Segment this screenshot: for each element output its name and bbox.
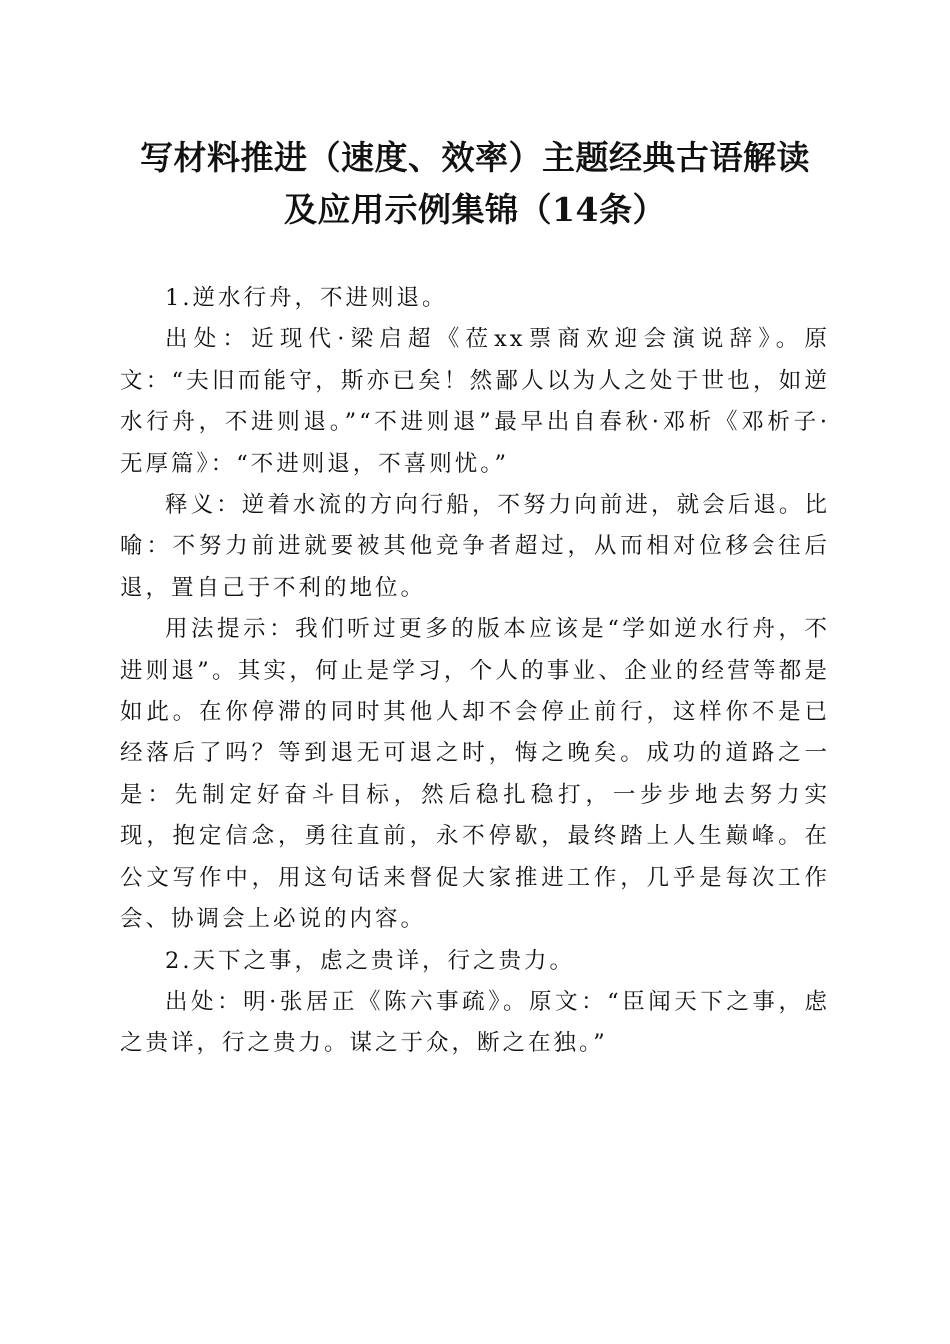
usage-paragraph-1: 用法提示：我们听过更多的版本应该是“学如逆水行舟，不进则退”。其实，何止是学习，个人的事业、企业的经营等都是如此。在你停滞的同时其他人却不会停止前行，这样你不是已经落后了吗？等到退无可退之时，悔之晚矣。成功的道路之一是：先制定好奋斗目标，然后稳扎稳打，一步步地去努力实现，抱定信念，勇往直前，永不停歇，最终踏上人生巅峰。在公文写作中，用这句话来督促大家推进工作，几乎是每次工作会、协调会上必说的内容。 xyxy=(120,616,830,933)
heading-item-1: 1.逆水行舟，不进则退。 xyxy=(165,285,448,311)
title-line-2: 及应用示例集锦（14条） xyxy=(284,190,666,229)
document-body xyxy=(120,278,830,1065)
title-line-1: 写材料推进（速度、效率）主题经典古语解读 xyxy=(140,138,810,177)
document-title xyxy=(100,132,850,236)
meaning-paragraph-1: 释义：逆着水流的方向行船，不努力向前进，就会后退。比喻：不努力前进就要被其他竞争者超过，从而相对位移会往后退，置自己于不利的地位。 xyxy=(120,492,830,601)
heading-item-2: 2.天下之事，虑之贵详，行之贵力。 xyxy=(165,947,575,974)
source-paragraph-1: 出处：近现代·梁启超《莅xx票商欢迎会演说辞》。原文：“夫旧而能守，斯亦已矣！然鄙人以为人之处于世也，如逆水行舟，不进则退。”“不进则退”最早出自春秋·邓析《邓析子·无厚篇》：“不进则退，不喜则忧。” xyxy=(120,326,830,477)
source-paragraph-2: 出处：明·张居正《陈六事疏》。原文：“臣闻天下之事，虑之贵详，行之贵力。谋之于众，断之在独。” xyxy=(120,988,830,1057)
